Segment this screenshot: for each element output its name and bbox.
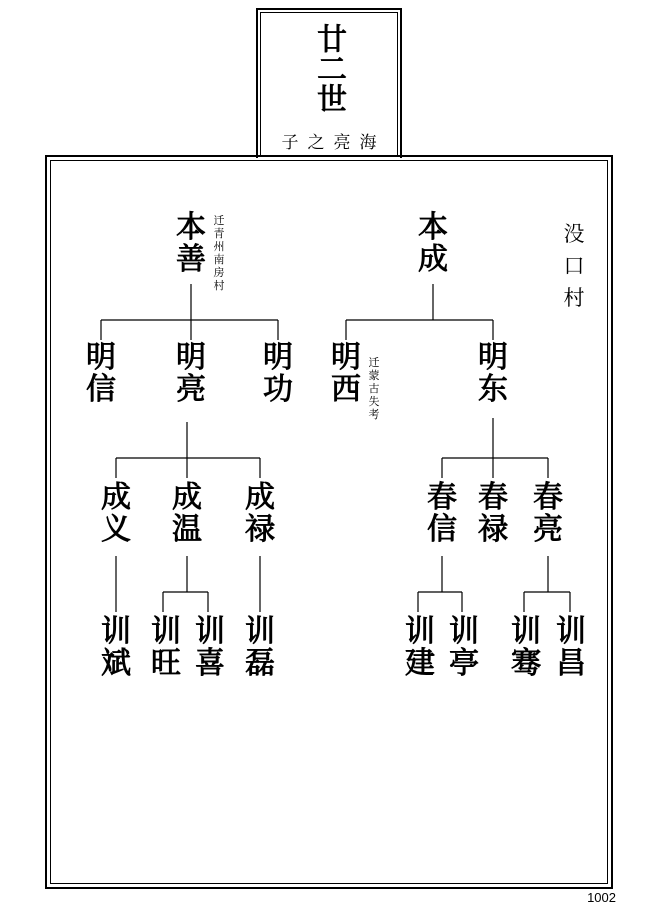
node-chun-xin: 春信 — [427, 480, 457, 547]
node-cheng-yi: 成义 — [101, 480, 131, 547]
node-xun-wang: 训旺 — [151, 614, 181, 681]
node-cheng-wen: 成温 — [172, 480, 202, 547]
village-label: 没口村 — [563, 222, 585, 310]
node-ming-gong: 明功 — [263, 340, 293, 407]
node-ming-liang: 明亮 — [176, 340, 206, 407]
node-chun-liang: 春亮 — [533, 480, 563, 547]
node-xun-lei: 训磊 — [245, 614, 275, 681]
page-number: 1002 — [587, 890, 616, 905]
node-xun-chang: 训昌 — [556, 614, 586, 681]
node-xun-jian: 训建 — [405, 614, 435, 681]
node-ming-dong: 明东 — [478, 340, 508, 407]
node-ben-shan: 本善 — [176, 210, 206, 277]
node-xun-bin: 训斌 — [101, 614, 131, 681]
node-ming-xin: 明信 — [86, 340, 116, 407]
generation-subtitle: 子之亮海 — [281, 133, 386, 153]
node-cheng-lu: 成禄 — [245, 480, 275, 547]
node-xun-xi: 训喜 — [195, 614, 225, 681]
node-xun-qian: 训骞 — [511, 614, 541, 681]
note-ben-shan: 迁青州南房村 — [213, 214, 225, 292]
node-ming-xi: 明西 — [331, 340, 361, 407]
node-xun-ting: 训亭 — [449, 614, 479, 681]
node-chun-lu: 春禄 — [478, 480, 508, 547]
generation-title: 廿二世 — [311, 23, 346, 113]
note-ming-xi: 迁蒙古失考 — [368, 356, 380, 421]
node-ben-cheng: 本成 — [418, 210, 448, 277]
